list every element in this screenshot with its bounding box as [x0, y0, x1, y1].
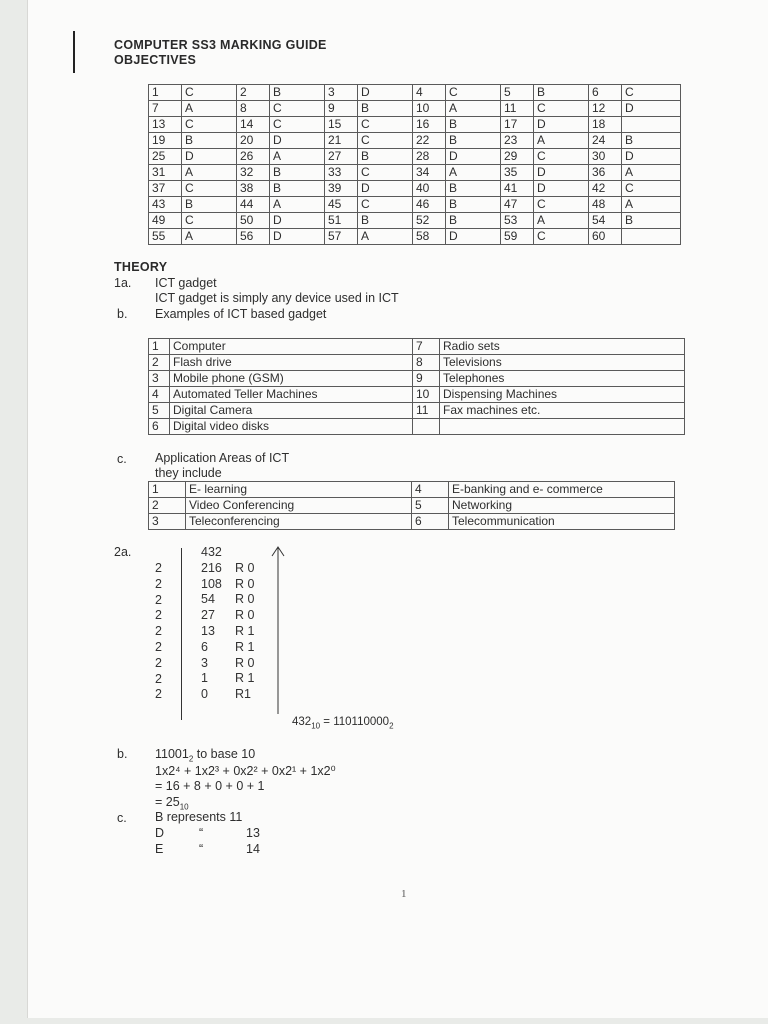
- question-2b-title: $11001_2$ to base 10: [155, 747, 256, 764]
- question-number: 51: [325, 213, 358, 229]
- ict-application-areas-table: [148, 481, 675, 530]
- objective-row: [149, 213, 681, 229]
- answer-letter: D: [534, 181, 589, 197]
- question-2b-sum: = 16 + 8 + 0 + 0 + 1: [155, 779, 265, 793]
- example-row: [149, 371, 685, 387]
- answer-letter: A: [622, 165, 681, 181]
- answer-letter: C: [182, 85, 237, 101]
- question-number: 53: [501, 213, 534, 229]
- answer-letter: D: [622, 149, 681, 165]
- question-number: 37: [149, 181, 182, 197]
- question-number: 55: [149, 229, 182, 245]
- item-number: 3: [149, 371, 170, 387]
- question-number: 17: [501, 117, 534, 133]
- question-number: 43: [149, 197, 182, 213]
- answer-letter: B: [534, 85, 589, 101]
- question-number: 59: [501, 229, 534, 245]
- gadget-name: [440, 419, 685, 435]
- item-number: 7: [413, 339, 440, 355]
- question-1a-title: ICT gadget: [155, 276, 217, 290]
- item-number: 10: [413, 387, 440, 403]
- question-number: 48: [589, 197, 622, 213]
- answer-letter: D: [270, 133, 325, 149]
- divisor: 2: [155, 671, 162, 686]
- question-2c-line: B represents 11: [155, 810, 243, 824]
- answer-letter: C: [534, 101, 589, 117]
- quotient: 3: [201, 655, 208, 670]
- objectives-answer-table: [148, 84, 681, 245]
- item-number: [413, 419, 440, 435]
- answer-letter: C: [182, 213, 237, 229]
- quotient: 216: [201, 560, 222, 575]
- answer-letter: B: [358, 101, 413, 117]
- item-number: 4: [149, 387, 170, 403]
- answer-letter: B: [358, 149, 413, 165]
- divisor: 2: [155, 655, 162, 670]
- objective-row: [149, 165, 681, 181]
- remainder: R 0: [235, 608, 255, 623]
- item-number: 4: [412, 482, 449, 498]
- objective-row: [149, 133, 681, 149]
- example-row: [149, 355, 685, 371]
- question-number: 46: [413, 197, 446, 213]
- answer-letter: B: [446, 181, 501, 197]
- application-area: E- learning: [186, 482, 412, 498]
- conversion-result: $432_{10} = 110110000_2$: [292, 716, 394, 731]
- answer-letter: A: [534, 133, 589, 149]
- question-number: 27: [325, 149, 358, 165]
- remainder: R 1: [235, 639, 255, 654]
- answer-letter: A: [270, 197, 325, 213]
- answer-letter: C: [622, 85, 681, 101]
- answer-letter: B: [446, 117, 501, 133]
- answer-letter: D: [622, 101, 681, 117]
- objective-row: [149, 229, 681, 245]
- objective-row: [149, 101, 681, 117]
- question-number: 19: [149, 133, 182, 149]
- item-number: 3: [149, 514, 186, 530]
- gadget-name: Dispensing Machines: [440, 387, 685, 403]
- question-number: 5: [501, 85, 534, 101]
- answer-letter: D: [534, 165, 589, 181]
- document-title: COMPUTER SS3 MARKING GUIDE: [114, 38, 327, 52]
- remainder: R 0: [235, 576, 255, 591]
- question-number: 54: [589, 213, 622, 229]
- answer-letter: A: [270, 149, 325, 165]
- answer-letter: C: [534, 149, 589, 165]
- answer-letter: A: [622, 197, 681, 213]
- answer-letter: B: [182, 133, 237, 149]
- answer-letter: B: [270, 181, 325, 197]
- answer-letter: C: [534, 197, 589, 213]
- theory-heading: THEORY: [114, 260, 168, 274]
- answer-letter: A: [182, 165, 237, 181]
- application-area: Teleconferencing: [186, 514, 412, 530]
- division-divisors: [155, 561, 162, 703]
- question-number: 3: [325, 85, 358, 101]
- question-label-2c: c.: [117, 811, 127, 825]
- question-number: 52: [413, 213, 446, 229]
- answer-letter: C: [622, 181, 681, 197]
- answer-letter: D: [270, 229, 325, 245]
- item-number: 5: [412, 498, 449, 514]
- answer-letter: D: [446, 229, 501, 245]
- divisor: 2: [155, 592, 162, 607]
- question-label-1a: 1a.: [114, 276, 132, 290]
- answer-letter: A: [182, 101, 237, 117]
- question-number: 32: [237, 165, 270, 181]
- question-number: 39: [325, 181, 358, 197]
- question-number: 24: [589, 133, 622, 149]
- divisor: 2: [155, 561, 162, 575]
- question-number: 57: [325, 229, 358, 245]
- read-upwards-arrow-icon: [270, 544, 286, 716]
- answer-letter: B: [358, 213, 413, 229]
- item-number: 5: [149, 403, 170, 419]
- question-number: 23: [501, 133, 534, 149]
- remainder: R 1: [235, 623, 255, 638]
- gadget-name: Computer: [170, 339, 413, 355]
- question-number: 49: [149, 213, 182, 229]
- item-number: 1: [149, 339, 170, 355]
- question-number: 60: [589, 229, 622, 245]
- question-number: 9: [325, 101, 358, 117]
- question-number: 16: [413, 117, 446, 133]
- question-label-1b: b.: [117, 307, 128, 321]
- quotient: 13: [201, 623, 215, 638]
- answer-letter: B: [270, 165, 325, 181]
- question-number: 38: [237, 181, 270, 197]
- answer-letter: B: [182, 197, 237, 213]
- remainder: R 0: [235, 592, 255, 607]
- answer-letter: B: [446, 197, 501, 213]
- gadget-name: Automated Teller Machines: [170, 387, 413, 403]
- objectives-heading: OBJECTIVES: [114, 53, 197, 67]
- answer-letter: D: [270, 213, 325, 229]
- page-number: 1: [401, 888, 407, 900]
- gadget-name: Fax machines etc.: [440, 403, 685, 419]
- answer-letter: D: [358, 181, 413, 197]
- answer-letter: D: [534, 117, 589, 133]
- question-number: 18: [589, 117, 622, 133]
- division-remainders: [235, 545, 254, 703]
- remainder: [235, 545, 254, 561]
- item-number: 2: [149, 498, 186, 514]
- question-number: 36: [589, 165, 622, 181]
- question-number: 45: [325, 197, 358, 213]
- gadget-name: Televisions: [440, 355, 685, 371]
- divisor: 2: [155, 624, 162, 639]
- item-number: 8: [413, 355, 440, 371]
- application-area: Telecommunication: [449, 514, 675, 530]
- answer-letter: B: [270, 85, 325, 101]
- question-number: 12: [589, 101, 622, 117]
- objective-row: [149, 149, 681, 165]
- question-number: 6: [589, 85, 622, 101]
- question-number: 21: [325, 133, 358, 149]
- ditto-mark: “: [199, 826, 204, 840]
- objective-row: [149, 181, 681, 197]
- application-row: [149, 482, 675, 498]
- question-number: 40: [413, 181, 446, 197]
- quotient: 1: [201, 671, 208, 686]
- gadget-name: Radio sets: [440, 339, 685, 355]
- ditto-mark: “: [199, 841, 204, 856]
- question-number: 31: [149, 165, 182, 181]
- answer-letter: D: [358, 85, 413, 101]
- hex-letter: D: [155, 826, 165, 840]
- answer-letter: B: [446, 213, 501, 229]
- example-row: [149, 419, 685, 435]
- answer-letter: C: [270, 101, 325, 117]
- application-row: [149, 498, 675, 514]
- example-row: [149, 387, 685, 403]
- answer-letter: C: [358, 165, 413, 181]
- remainder: R 1: [235, 671, 255, 686]
- question-number: 4: [413, 85, 446, 101]
- question-1c-title: Application Areas of ICT: [155, 451, 290, 465]
- remainder: R 0: [235, 655, 255, 670]
- answer-letter: C: [358, 197, 413, 213]
- application-row: [149, 514, 675, 530]
- question-1a-answer: ICT gadget is simply any device used in ICT: [155, 291, 399, 305]
- item-number: 2: [149, 355, 170, 371]
- answer-letter: A: [446, 101, 501, 117]
- question-number: 41: [501, 181, 534, 197]
- divisor: 2: [155, 576, 162, 591]
- divisor: 2: [155, 639, 162, 654]
- decimal-value: 13: [246, 826, 260, 840]
- question-number: 2: [237, 85, 270, 101]
- answer-letter: C: [534, 229, 589, 245]
- gadget-name: Telephones: [440, 371, 685, 387]
- answer-letter: C: [446, 85, 501, 101]
- division-bar: [181, 548, 182, 720]
- question-number: 10: [413, 101, 446, 117]
- quotient: 54: [201, 592, 215, 607]
- objective-row: [149, 197, 681, 213]
- answer-letter: A: [534, 213, 589, 229]
- ict-gadget-examples-table: [148, 338, 685, 435]
- item-number: 11: [413, 403, 440, 419]
- question-number: 22: [413, 133, 446, 149]
- answer-letter: B: [446, 133, 501, 149]
- answer-letter: D: [446, 149, 501, 165]
- question-number: 15: [325, 117, 358, 133]
- objective-row: [149, 85, 681, 101]
- question-number: 11: [501, 101, 534, 117]
- question-number: 14: [237, 117, 270, 133]
- remainder: R 0: [235, 560, 255, 575]
- question-number: 33: [325, 165, 358, 181]
- answer-letter: D: [182, 149, 237, 165]
- answer-letter: A: [446, 165, 501, 181]
- question-number: 20: [237, 133, 270, 149]
- application-area: E-banking and e- commerce: [449, 482, 675, 498]
- question-number: 56: [237, 229, 270, 245]
- answer-letter: C: [358, 117, 413, 133]
- divisor: 2: [155, 608, 162, 623]
- gadget-name: Digital video disks: [170, 419, 413, 435]
- question-label-1c: c.: [117, 452, 127, 466]
- question-number: 8: [237, 101, 270, 117]
- answer-letter: [622, 229, 681, 245]
- gadget-name: Flash drive: [170, 355, 413, 371]
- question-label-2a: 2a.: [114, 545, 132, 559]
- question-number: 30: [589, 149, 622, 165]
- answer-letter: [622, 117, 681, 133]
- question-2b-expansion: 1x2⁴ + 1x2³ + 0x2² + 0x2¹ + 1x2⁰: [155, 764, 336, 778]
- remainder: R1: [235, 687, 251, 702]
- answer-letter: C: [358, 133, 413, 149]
- question-number: 13: [149, 117, 182, 133]
- item-number: 1: [149, 482, 186, 498]
- question-number: 28: [413, 149, 446, 165]
- question-number: 44: [237, 197, 270, 213]
- question-number: 47: [501, 197, 534, 213]
- answer-letter: A: [182, 229, 237, 245]
- gadget-name: Digital Camera: [170, 403, 413, 419]
- question-number: 26: [237, 149, 270, 165]
- application-area: Video Conferencing: [186, 498, 412, 514]
- application-area: Networking: [449, 498, 675, 514]
- question-number: 58: [413, 229, 446, 245]
- gadget-name: Mobile phone (GSM): [170, 371, 413, 387]
- question-number: 25: [149, 149, 182, 165]
- question-number: 1: [149, 85, 182, 101]
- quotient: 432: [201, 545, 222, 559]
- quotient: 6: [201, 639, 208, 654]
- question-label-2b: b.: [117, 747, 128, 761]
- answer-letter: B: [622, 133, 681, 149]
- quotient: 0: [201, 687, 208, 702]
- question-number: 7: [149, 101, 182, 117]
- item-number: 9: [413, 371, 440, 387]
- quotient: 108: [201, 576, 222, 591]
- question-number: 34: [413, 165, 446, 181]
- item-number: 6: [412, 514, 449, 530]
- question-1c-subtitle: they include: [155, 466, 222, 480]
- answer-letter: B: [622, 213, 681, 229]
- question-number: 29: [501, 149, 534, 165]
- hex-letter: E: [155, 841, 164, 856]
- question-1b-title: Examples of ICT based gadget: [155, 307, 327, 321]
- question-number: 42: [589, 181, 622, 197]
- question-number: 35: [501, 165, 534, 181]
- divisor: 2: [155, 687, 162, 702]
- answer-letter: A: [358, 229, 413, 245]
- answer-letter: C: [182, 181, 237, 197]
- margin-mark: [73, 31, 75, 73]
- item-number: 6: [149, 419, 170, 435]
- decimal-value: 14: [246, 841, 260, 856]
- example-row: [149, 339, 685, 355]
- division-quotients: [201, 545, 222, 703]
- answer-letter: C: [182, 117, 237, 133]
- question-number: 50: [237, 213, 270, 229]
- answer-letter: C: [270, 117, 325, 133]
- question-2b-result: = $25_{10}$: [155, 795, 189, 812]
- example-row: [149, 403, 685, 419]
- quotient: 27: [201, 608, 215, 623]
- objective-row: [149, 117, 681, 133]
